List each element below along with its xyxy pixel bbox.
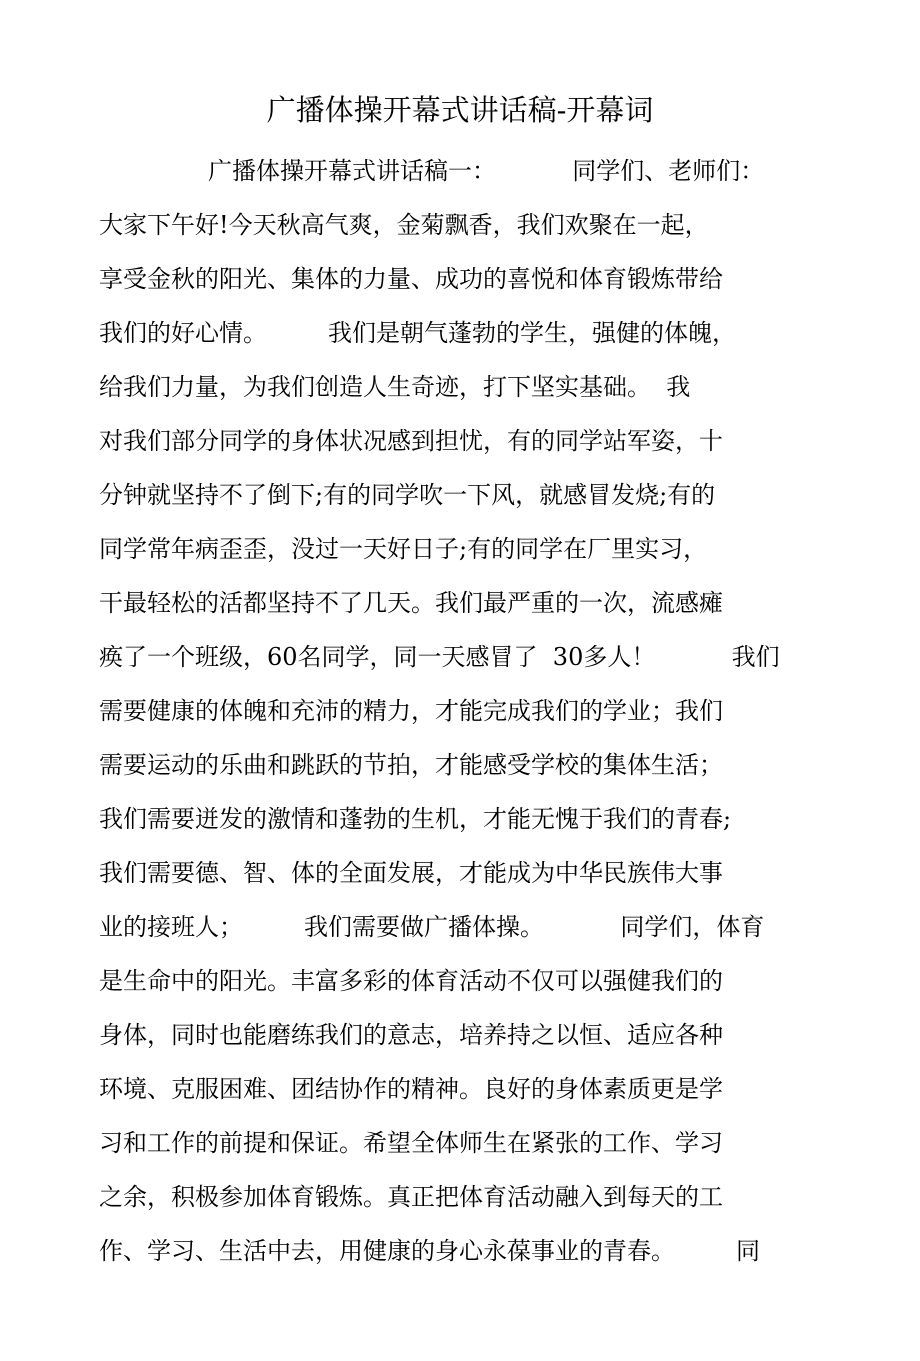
document-title: 广播体操开幕式讲话稿-开幕词 [266,93,654,127]
body-line: 我们需要德、智、体的全面发展，才能成为中华民族伟大事 [99,859,723,887]
body-line: 我们的好心情。 我们是朝气蓬勃的学生，强健的体魄， [99,319,737,347]
body-line: 之余，积极参加体育锻炼。真正把体育活动融入到每天的工 [99,1183,723,1211]
body-line: 业的接班人； 我们需要做广播体操。 同学们，体育 [99,913,765,941]
body-line: 对我们部分同学的身体状况感到担忧，有的同学站军姿，十 [99,427,723,455]
body-line: 干最轻松的活都坚持不了几天。我们最严重的一次，流感瘫 [99,589,723,617]
body-line: 是生命中的阳光。丰富多彩的体育活动不仅可以强健我们的 [99,967,723,995]
body-line: 我们需要迸发的激情和蓬勃的生机，才能无愧于我们的青春; [99,805,732,833]
body-line: 痪了一个班级，60名同学，同一天感冒了 30多人！ 我们 [99,643,780,671]
body-line: 分钟就坚持不了倒下;有的同学吹一下风，就感冒发烧;有的 [99,481,716,509]
body-line: 享受金秋的阳光、集体的力量、成功的喜悦和体育锻炼带给 [99,265,723,293]
body-line: 大家下午好!今天秋高气爽，金菊飘香，我们欢聚在一起， [99,211,709,239]
body-line: 同学常年病歪歪，没过一天好日子;有的同学在厂里实习， [99,535,708,563]
body-line: 给我们力量，为我们创造人生奇迹，打下坚实基础。 我 [99,373,691,401]
body-line: 作、学习、生活中去，用健康的身心永葆事业的青春。 同 [99,1237,761,1265]
body-line: 需要运动的乐曲和跳跃的节拍，才能感受学校的集体生活； [99,751,723,779]
body-line: 广播体操开幕式讲话稿一： 同学们、老师们： [208,157,765,185]
body-line: 身体，同时也能磨练我们的意志，培养持之以恒、适应各种 [99,1021,723,1049]
body-line: 习和工作的前提和保证。希望全体师生在紧张的工作、学习 [99,1129,723,1157]
body-line: 需要健康的体魄和充沛的精力，才能完成我们的学业；我们 [99,697,723,725]
body-line: 环境、克服困难、团结协作的精神。良好的身体素质更是学 [99,1075,723,1103]
